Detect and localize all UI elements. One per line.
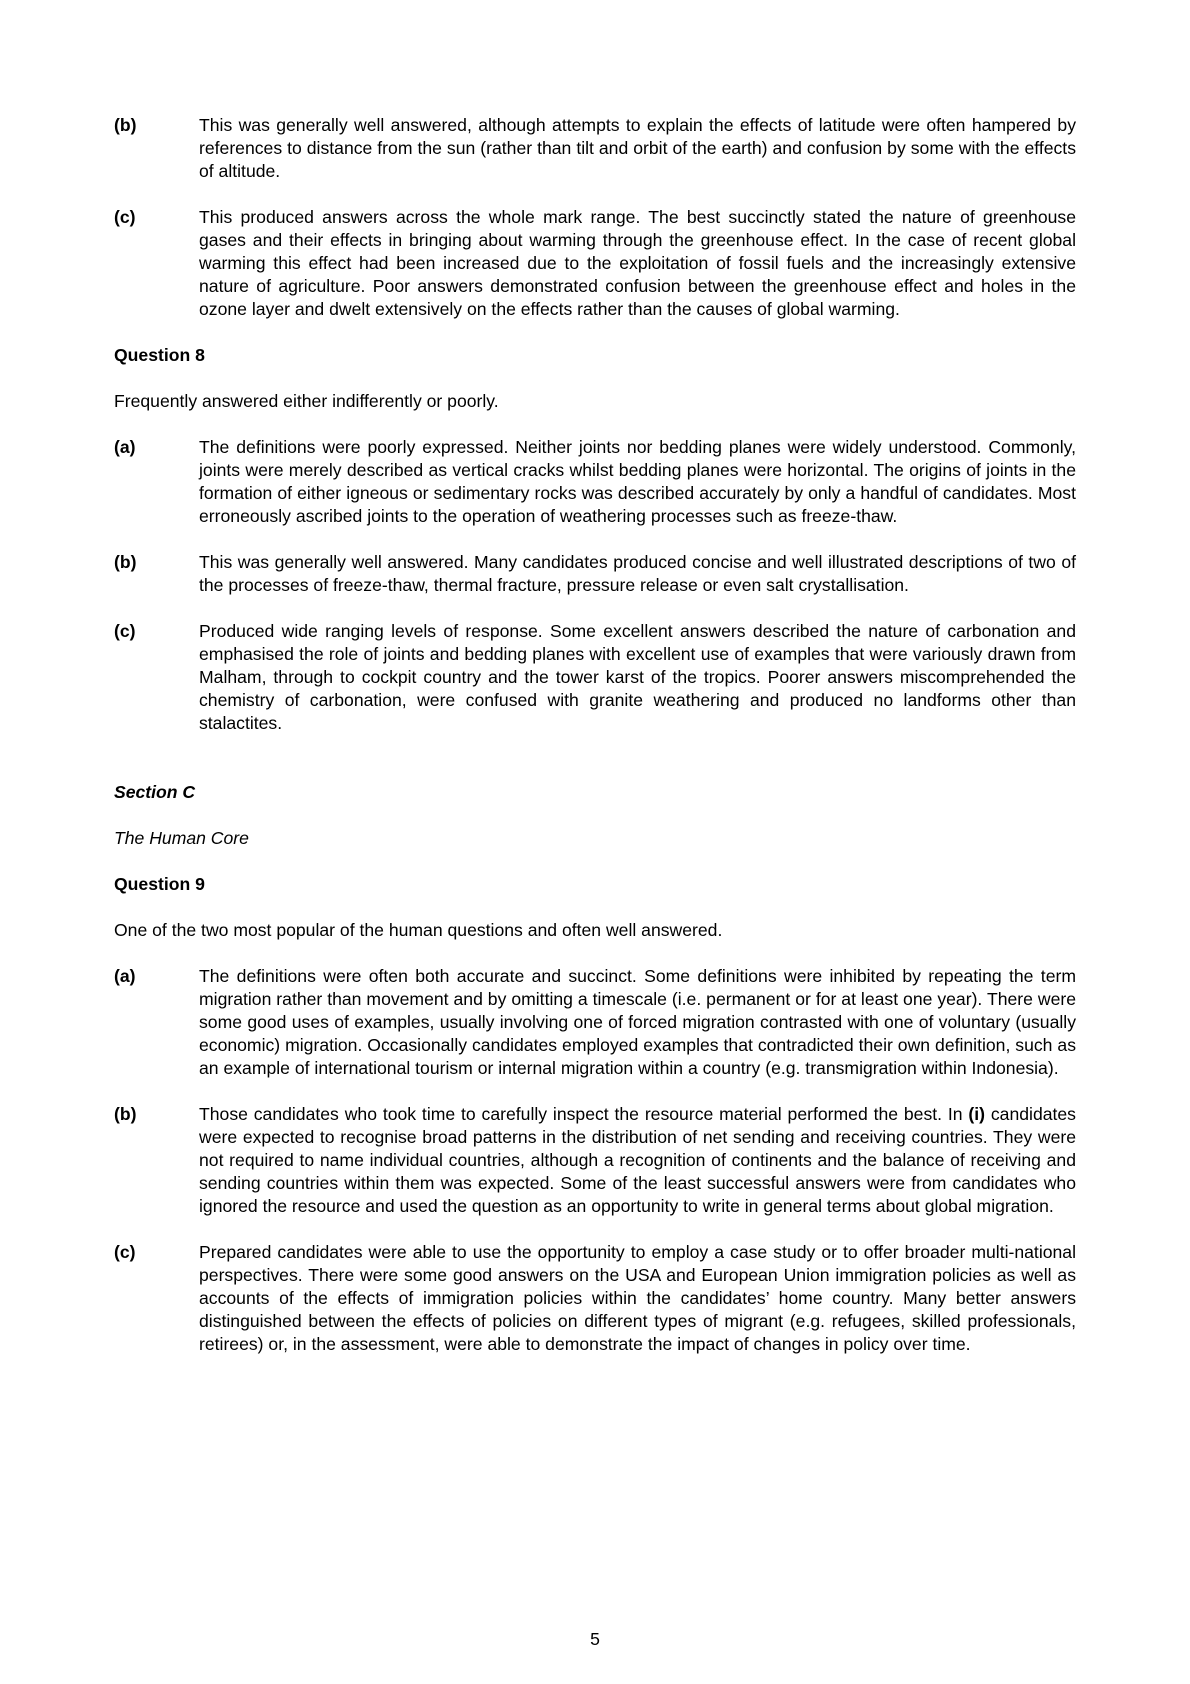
question-9-heading: Question 9 — [114, 874, 205, 894]
part-label: (a) — [114, 966, 136, 986]
part-label: (c) — [114, 207, 136, 227]
part-text: Prepared candidates were able to use the opportunity to employ a case study or to offer broader multi-national perspectives. There were some good answers on the USA and European Union immigration policies as well as accounts of the effects of immigration policies within the candidates’ home country. Many better answers distinguished between the effects of policies on different types of migrant (e.g. refugees, skilled professionals, retirees) or, in the assessment, were able to demonstrate the impact of changes in policy over time. — [199, 1242, 1076, 1354]
part-label: (b) — [114, 552, 137, 572]
question-8-heading: Question 8 — [114, 345, 205, 365]
part-text — [199, 1103, 1076, 1218]
q7-part-b — [114, 114, 1076, 183]
part-text: Produced wide ranging levels of response. Some excellent answers described the nature of carbonation and emphasised the role of joints and bedding planes with excellent use of examples that were variously drawn from Malham, through to cockpit country and the tower karst of the tropics. Poorer answers miscomprehended the chemistry of carbonation, were confused with granite weathering and produced no landforms other than stalactites. — [199, 621, 1076, 733]
q8-part-c — [114, 620, 1076, 735]
part-text-start: Those candidates who took time to carefully inspect the resource material performed the best. In — [199, 1104, 969, 1124]
q8-part-a — [114, 436, 1076, 528]
section-subtitle: The Human Core — [114, 828, 249, 848]
part-label: (c) — [114, 1242, 136, 1262]
part-label: (c) — [114, 621, 136, 641]
part-label: (b) — [114, 1104, 137, 1124]
subpart-marker: (i) — [968, 1104, 986, 1124]
part-text: The definitions were poorly expressed. Neither joints nor bedding planes were widely understood. Commonly, joints were merely described as vertical cracks whilst bedding planes were horizontal. The origins of joints in the formation of either igneous or sedimentary rocks was described accurately by only a handful of candidates. Most erroneously ascribed joints to the operation of weathering processes such as freeze-thaw. — [199, 437, 1076, 526]
q8-part-b — [114, 551, 1076, 597]
report-page — [114, 114, 1076, 1379]
page-number: 5 — [590, 1629, 600, 1649]
part-label: (b) — [114, 115, 137, 135]
q9-part-a — [114, 965, 1076, 1080]
part-text: This was generally well answered. Many candidates produced concise and well illustrated descriptions of two of the processes of freeze-thaw, thermal fracture, pressure release or even salt crystallisation. — [199, 552, 1076, 595]
part-text: The definitions were often both accurate and succinct. Some definitions were inhibited by repeating the term migration rather than movement and by omitting a timescale (i.e. permanent or for at least one year). There were some good uses of examples, usually involving one of forced migration contrasted with one of voluntary (usually economic) migration. Occasionally candidates employed examples that contradicted their own definition, such as an example of international tourism or internal migration within a country (e.g. transmigration within Indonesia). — [199, 966, 1076, 1078]
part-text-end: candidates were expected to recognise broad patterns in the distribution of net sending and receiving countries. They were not required to name individual countries, although a recognition of continents and the balance of receiving and sending countries within them was expected. Some of the least successful answers were from candidates who ignored the resource and used the question as an opportunity to write in general terms about global migration. — [199, 1104, 1076, 1216]
part-label: (a) — [114, 437, 136, 457]
q9-part-c — [114, 1241, 1076, 1356]
question-9-intro: One of the two most popular of the human questions and often well answered. — [114, 920, 723, 940]
q9-part-b — [114, 1103, 1076, 1218]
question-8-intro: Frequently answered either indifferently or poorly. — [114, 391, 499, 411]
q7-part-c — [114, 206, 1076, 321]
part-text: This produced answers across the whole mark range. The best succinctly stated the nature of greenhouse gases and their effects in bringing about warming through the greenhouse effect. In the case of recent global warming this effect had been increased due to the exploitation of fossil fuels and the increasingly extensive nature of agriculture. Poor answers demonstrated confusion between the greenhouse effect and holes in the ozone layer and dwelt extensively on the effects rather than the causes of global warming. — [199, 207, 1076, 319]
section-title: Section C — [114, 782, 196, 802]
part-text: This was generally well answered, although attempts to explain the effects of latitude were often hampered by references to distance from the sun (rather than tilt and orbit of the earth) and confusion by some with the effects of altitude. — [199, 115, 1076, 181]
